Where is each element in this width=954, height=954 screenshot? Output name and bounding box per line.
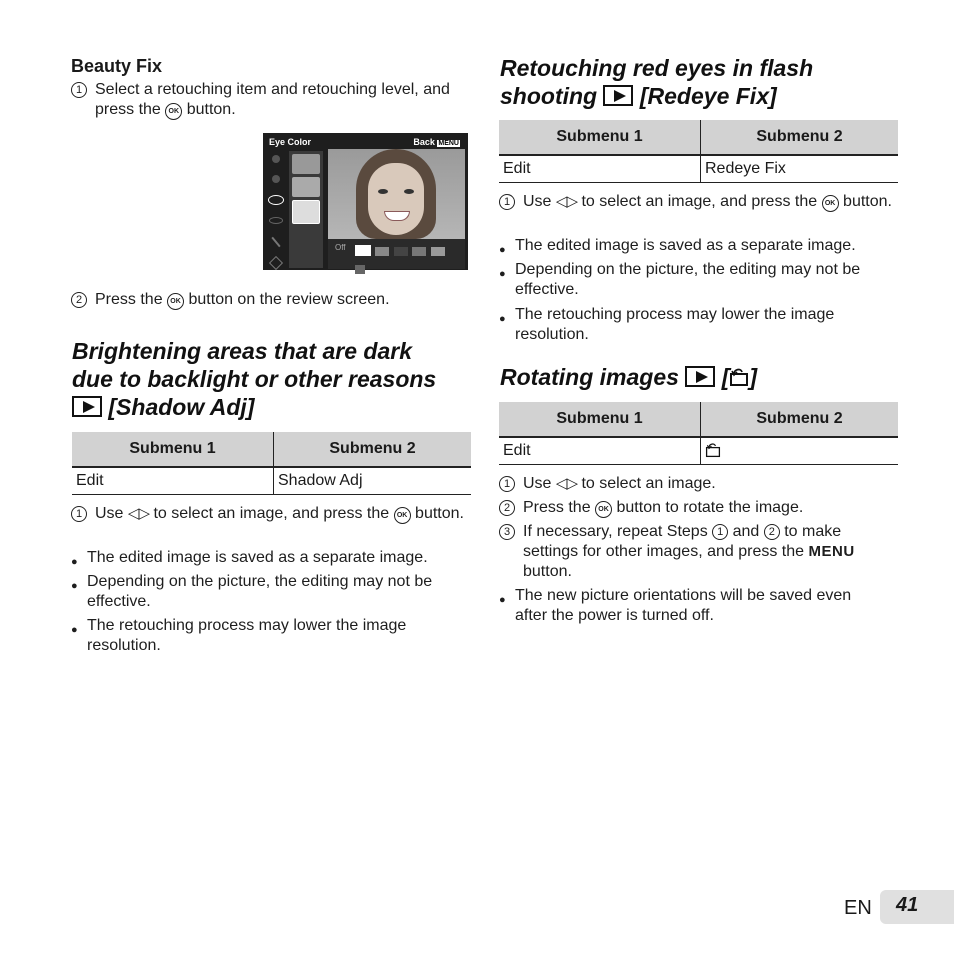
heading-line: [Shadow Adj] xyxy=(108,394,255,420)
back-label: Back xyxy=(413,137,435,147)
step-text: to select an image, and press the xyxy=(153,505,390,522)
eye-icon xyxy=(268,195,284,205)
table-cell: Redeye Fix xyxy=(701,155,899,183)
table-cell xyxy=(701,437,899,465)
level-swatch xyxy=(412,247,426,256)
table-header-cell: Submenu 2 xyxy=(701,120,899,155)
level-swatch xyxy=(431,247,445,256)
retouch-icon-column xyxy=(268,155,284,265)
step-text: Use xyxy=(523,475,552,492)
face-shape xyxy=(368,163,424,235)
redeye-bullet xyxy=(499,260,899,300)
step-number-icon: 1 xyxy=(71,506,87,522)
heading-line: shooting xyxy=(500,83,598,109)
table-header-cell: Submenu 2 xyxy=(701,402,899,437)
redeye-bullet xyxy=(499,305,899,345)
shadow-adj-bullet xyxy=(71,616,471,656)
bullet-icon: ● xyxy=(499,244,506,256)
eye-option-selected-icon xyxy=(292,200,320,224)
language-label: EN xyxy=(844,897,872,919)
level-off-label: Off xyxy=(335,243,346,252)
camera-screen-illustration xyxy=(263,133,468,270)
step-text: Use xyxy=(523,193,552,210)
ok-button-icon: OK xyxy=(394,507,411,524)
ok-button-icon: OK xyxy=(822,195,839,212)
eye-option-icon xyxy=(292,154,320,174)
step-text: If necessary, repeat Steps xyxy=(523,523,708,540)
step-number-icon: 1 xyxy=(499,194,515,210)
playback-icon xyxy=(603,85,633,106)
rotate-step-2 xyxy=(499,498,899,518)
level-swatch xyxy=(375,247,389,256)
redeye-heading xyxy=(500,54,900,110)
rotate-heading xyxy=(500,363,900,391)
bullet-text: Depending on the picture, the editing may not be effective. xyxy=(87,573,433,610)
step-number-icon: 1 xyxy=(499,476,515,492)
step-text-end: button. xyxy=(186,101,236,118)
level-swatch xyxy=(355,265,365,274)
step-text-end: button. xyxy=(415,505,464,522)
shadow-adj-bullet xyxy=(71,572,471,612)
ok-button-icon: OK xyxy=(167,293,184,310)
step-text: Select a retouching item and retouching level, and press the xyxy=(95,81,450,118)
heading-text: Rotating images xyxy=(500,364,679,390)
heading-bracket: ] xyxy=(749,364,758,390)
step-text-end: button on the review screen. xyxy=(188,291,390,308)
beauty-fix-heading: Beauty Fix xyxy=(71,56,163,76)
table-header-cell: Submenu 1 xyxy=(499,120,701,155)
bullet-icon: ● xyxy=(71,624,78,636)
level-swatch xyxy=(355,245,371,256)
menu-button-icon: MENU xyxy=(438,140,459,147)
ok-button-icon: OK xyxy=(595,501,612,518)
beauty-fix-step-2 xyxy=(71,290,471,310)
bullet-icon: ● xyxy=(499,313,506,325)
ok-button-icon: OK xyxy=(165,103,182,120)
left-right-arrows-icon: ◁▷ xyxy=(127,505,149,522)
right-eye-shape xyxy=(404,189,414,194)
heading-line: [Redeye Fix] xyxy=(639,83,777,109)
step-reference-icon: 2 xyxy=(764,524,780,540)
step-number-icon: 3 xyxy=(499,524,515,540)
step-text: and xyxy=(732,523,760,540)
table-header-cell: Submenu 1 xyxy=(72,432,274,467)
screen-title: Eye Color xyxy=(269,137,312,147)
table-header-cell: Submenu 2 xyxy=(274,432,472,467)
bullet-text: The new picture orientations will be saved even after the power is turned off. xyxy=(515,587,852,624)
rotate-icon xyxy=(705,442,721,458)
bullet-icon: ● xyxy=(499,594,506,606)
redeye-bullet xyxy=(499,236,899,256)
rotate-step-1 xyxy=(499,474,899,494)
heading-line: due to backlight or other reasons xyxy=(72,366,437,392)
table-row xyxy=(72,467,471,495)
left-eye-shape xyxy=(378,189,388,194)
table-header-row xyxy=(499,402,898,437)
bullet-text: The retouching process may lower the image resolution. xyxy=(515,306,835,343)
eye-options-column xyxy=(289,151,323,268)
bullet-icon: ● xyxy=(71,556,78,568)
table-cell: Shadow Adj xyxy=(274,467,472,495)
bullet-text: Depending on the picture, the editing may not be effective. xyxy=(515,261,861,298)
table-cell: Edit xyxy=(499,155,701,183)
table-cell: Edit xyxy=(499,437,701,465)
heading-bracket: [ xyxy=(721,364,730,390)
step-text: Press the xyxy=(523,499,591,516)
playback-icon xyxy=(72,396,102,417)
sparkle-icon xyxy=(269,256,283,270)
face-icon xyxy=(272,155,280,163)
page-number: 41 xyxy=(880,890,954,924)
bullet-text: The edited image is saved as a separate image. xyxy=(515,237,856,254)
redeye-submenu-table xyxy=(499,120,898,183)
table-row xyxy=(499,437,898,465)
level-selector xyxy=(355,243,455,253)
bullet-icon: ● xyxy=(499,268,506,280)
step-text: Press the xyxy=(95,291,163,308)
shadow-adj-bullet xyxy=(71,548,471,568)
playback-icon xyxy=(685,366,715,387)
rotate-bullet xyxy=(499,586,899,626)
step-text-end: button. xyxy=(843,193,892,210)
step-number-icon: 1 xyxy=(71,82,87,98)
skin-icon xyxy=(272,175,280,183)
rotate-submenu-table xyxy=(499,402,898,465)
table-row xyxy=(499,155,898,183)
table-header-cell: Submenu 1 xyxy=(499,402,701,437)
eye-option-icon xyxy=(292,177,320,197)
menu-button-label: MENU xyxy=(808,543,855,560)
table-cell: Edit xyxy=(72,467,274,495)
table-header-row xyxy=(72,432,471,467)
step-reference-icon: 1 xyxy=(712,524,728,540)
level-swatch xyxy=(394,247,408,256)
bullet-text: The edited image is saved as a separate image. xyxy=(87,549,428,566)
step-text: to select an image, and press the xyxy=(581,193,818,210)
left-right-arrows-icon: ◁▷ xyxy=(555,475,577,492)
shadow-adj-heading xyxy=(72,337,472,421)
beauty-fix-step-1 xyxy=(71,80,471,120)
rotate-icon xyxy=(729,367,749,387)
step-number-icon: 2 xyxy=(71,292,87,308)
left-right-arrows-icon: ◁▷ xyxy=(555,193,577,210)
table-header-row xyxy=(499,120,898,155)
step-text: Use xyxy=(95,505,124,522)
brush-icon xyxy=(271,237,280,247)
step-text-end: button. xyxy=(523,563,572,580)
heading-line: Brightening areas that are dark xyxy=(72,338,412,364)
step-text: settings for other images, and press the xyxy=(523,543,805,560)
screen-back-label xyxy=(413,137,460,147)
step-text: to make xyxy=(784,523,842,540)
rotate-step-3 xyxy=(499,522,899,582)
bullet-text: The retouching process may lower the image resolution. xyxy=(87,617,407,654)
shadow-adj-step-1 xyxy=(71,504,471,524)
step-number-icon: 2 xyxy=(499,500,515,516)
redeye-step-1 xyxy=(499,192,899,212)
step-text-end: button to rotate the image. xyxy=(616,499,804,516)
lip-icon xyxy=(269,217,283,224)
shadow-adj-submenu-table xyxy=(72,432,471,495)
bullet-icon: ● xyxy=(71,580,78,592)
step-text-end: to select an image. xyxy=(581,475,716,492)
heading-line: Retouching red eyes in flash xyxy=(500,55,814,81)
